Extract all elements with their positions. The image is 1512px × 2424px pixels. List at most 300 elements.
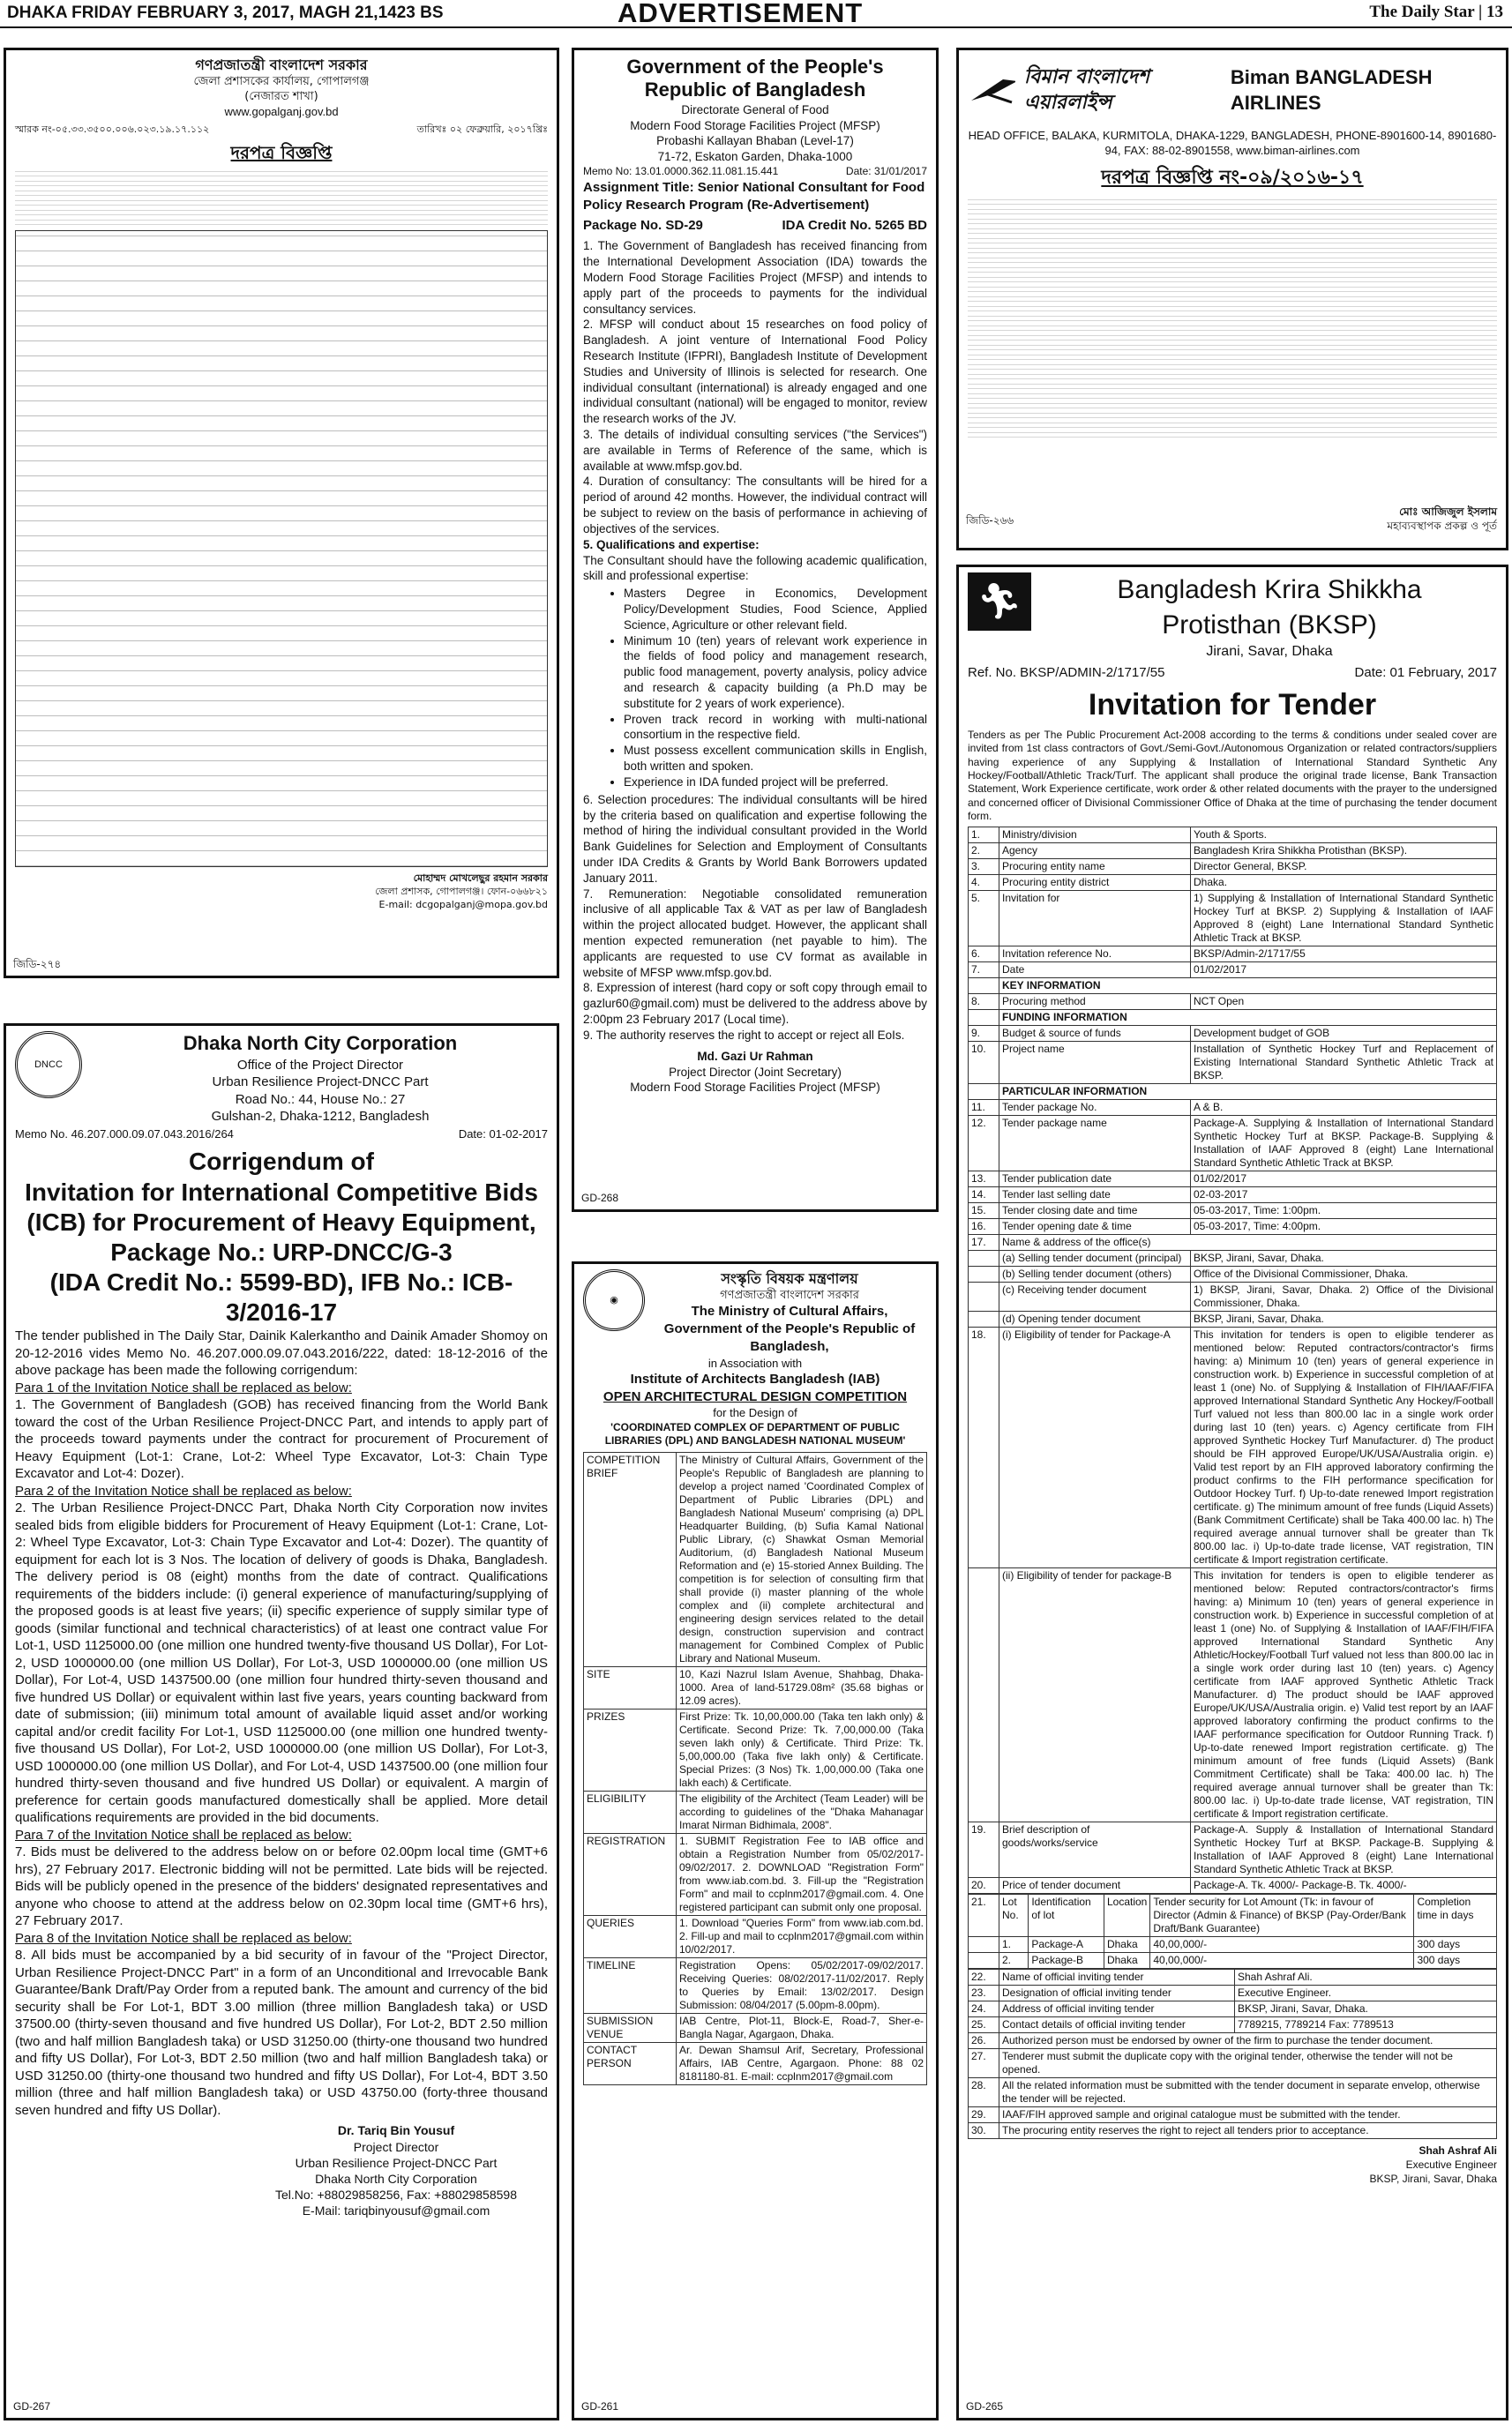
row-number: 10. [969, 1042, 999, 1084]
masthead [0, 0, 1512, 28]
iab-name: Institute of Architects Bangladesh (IAB) [630, 1371, 880, 1387]
row-label: Invitation for [999, 891, 1191, 946]
ad-code: GD-261 [581, 2400, 619, 2413]
table-row [584, 1453, 927, 1667]
table-row [969, 1084, 1497, 1100]
signatory-name: Dr. Tariq Bin Yousuf [337, 2123, 455, 2138]
row-label: (ii) Eligibility of tender for package-B [999, 1568, 1191, 1822]
table-row [969, 962, 1497, 978]
title-line-2: Invitation for International Competitive Bids (ICB) for Procurement of Heavy Equipment, Package No.: URP-DNCC/G-3 [25, 1178, 538, 1266]
para-4: 4. Duration of consultancy: The consultants will be hired for a period of around 42 months. However, the individual contract will be subject to review on the basis of performance in achieving of objectives of the services. [583, 475, 927, 535]
table-row [969, 1953, 1497, 1969]
table-row [584, 2043, 927, 2085]
memo-date: Date: 31/01/2017 [845, 165, 927, 178]
row-label: Agency [999, 843, 1191, 859]
row-label: PRIZES [584, 1710, 677, 1792]
para-2: 2. MFSP will conduct about 15 researches on food policy of Bangladesh. A joint venture of International Food Policy Research Institute (IFPRI), Bangladesh Institute of Development Studies and University of Illinois is selected for research. One individual consultant (international) is already engaged and one individual consultant (national) will be engaged to monitor, review the research works of the JV. [583, 318, 927, 426]
org-location: Jirani, Savar, Dhaka [1206, 644, 1333, 660]
ad-code: GD-268 [581, 1192, 619, 1205]
table-row [969, 1042, 1497, 1084]
row-number: 25. [969, 2017, 999, 2033]
ministry-bangla: সংস্কৃতি বিষয়ক মন্ত্রণালয় [721, 1270, 858, 1287]
row-value: 1. Download "Queries Form" from www.iab.com.bd. 2. Fill-up and mail to ccplnm2017@gmail.com within 10/02/2017. [677, 1916, 927, 1958]
row-number: 30. [969, 2123, 999, 2139]
official-table [968, 1969, 1497, 2139]
row-value: Bangladesh Krira Shikkha Protisthan (BKSP). [1191, 843, 1497, 859]
table-row [969, 946, 1497, 962]
row-value: Shah Ashraf Ali. [1235, 1970, 1497, 1986]
row-label: Tender publication date [999, 1171, 1191, 1187]
ad-office: জেলা প্রশাসকের কার্যালয়, গোপালগঞ্জ [193, 75, 370, 89]
row-label: (c) Receiving tender document [999, 1283, 1191, 1312]
ad-dncc [4, 1023, 559, 2420]
row-value: IAB Centre, Plot-11, Block-E, Road-7, Sher-e-Bangla Nagar, Agargaon, Dhaka. [677, 2014, 927, 2043]
table-row [969, 2017, 1497, 2033]
row-label: Contact details of official inviting tender [999, 2017, 1235, 2033]
para-2-head: Para 2 of the Invitation Notice shall be replaced as below: [15, 1483, 352, 1499]
table-row: 21. Lot No. Identification of lot Location Tender security for Lot Amount (Tk: in favour of Director (Admin & Finance) of BKSP (Pay-Order/Bank Draft/Bank Guarantee) Completion time in days [969, 1895, 1497, 1937]
row-value: Package-A. Tk. 4000/- Package-B. Tk. 4000/- [1191, 1878, 1497, 1894]
row-number: 27. [969, 2049, 999, 2078]
table-row [969, 1283, 1497, 1312]
memo-date: তারিখঃ ০২ ফেব্রুয়ারি, ২০১৭খ্রিঃ [416, 123, 548, 135]
row-number: 19. [969, 1822, 999, 1878]
row-label: FUNDING INFORMATION [999, 1010, 1497, 1026]
area: Gulshan-2, Dhaka-1212, Bangladesh [211, 1109, 430, 1125]
row-value: First Prize: Tk. 10,00,000.00 (Taka ten lakh only) & Certificate. Second Prize: Tk. 7,00,000.00 (Taka seven lakh only) & Certificate. Third Prize: Tk. 5,00,000.00 (Taka five lakh only) & Certificate. Special Prizes: (3 Nos) Tk. 1,00,000.00 (Taka one lakh each) & Certificate. [677, 1710, 927, 1792]
row-label: (i) Eligibility of tender for Package-A [999, 1328, 1191, 1568]
ida-credit: IDA Credit No. 5265 BD [782, 218, 927, 234]
row-number: 16. [969, 1219, 999, 1235]
package-number: Package No. SD-29 [583, 218, 703, 234]
list-item: • Must possess excellent communication skills in English, both written and spoken. [624, 743, 927, 774]
title-line-3: (IDA Credit No.: 5599-BD), IFB No.: ICB-3/2016-17 [49, 1268, 513, 1327]
signatory-title: Project Director [353, 2139, 439, 2154]
signatory-phone: Tel.No: +88029858256, Fax: +88029858598 [274, 2188, 517, 2203]
row-number [969, 1084, 999, 1100]
row-number: 28. [969, 2078, 999, 2107]
table-row [969, 1986, 1497, 2001]
table-row [969, 2107, 1497, 2123]
row-number [969, 1312, 999, 1328]
row-value: Youth & Sports. [1191, 827, 1497, 843]
row-label: Designation of official inviting tender [999, 1986, 1235, 2001]
org-name-line-1: Bangladesh Krira Shikkha [1117, 575, 1422, 604]
row-number: 4. [969, 875, 999, 891]
row-value: BKSP, Jirani, Savar, Dhaka. [1191, 1251, 1497, 1267]
row-label: Invitation reference No. [999, 946, 1191, 962]
row-value: The eligibility of the Architect (Team Leader) will be according to guidelines of the "Dhaka Mahanagar Imarat Nirman Bidhimala, 2008". [677, 1792, 927, 1834]
signatory-project: Urban Resilience Project-DNCC Part [295, 2155, 498, 2170]
bangla-table-placeholder [15, 230, 548, 867]
ad-code: জিডি-২৬৬ [966, 514, 1014, 527]
table-row [969, 1878, 1497, 1894]
row-number: 6. [969, 946, 999, 962]
table-row [969, 994, 1497, 1010]
lot-cell: Dhaka [1104, 1953, 1149, 1969]
lot-header-cell: Completion time in days [1414, 1895, 1497, 1937]
row-label: Price of tender document [999, 1878, 1191, 1894]
para-2: 2. The Urban Resilience Project-DNCC Part, Dhaka North City Corporation now invites sealed bids from eligible bidders for Procurement of Heavy Equipment (Lot-1: Crane, Lot-2: Wheel Type Excavator, Lot-3: Chain Type Excavator and Lot-4: Dozer). The quantity of equipment for each lot is 3 Nos. The location of delivery of goods is Dhaka, Bangladesh. The delivery period is 08 (eight) months from the date of contract. Qualifications requirements of the bidders include: (i) general experience of manufacturing/supplying of the proposed goods is at least five years; (ii) specific experience of supply similar type of goods (similar functional and technical characteristics) of at least one contract value For Lot-1, USD 1125000.00 (one million one hundred twenty-five thousand US Dollar), For Lot-2, USD 1000000.00 (one million US Dollar), For Lot-3, USD 1000000.00 (one million US Dollar), For Lot-4, USD 1437500.00 (one million four hundred thirty-seven thousand and five hundred US Dollar) or equivalent within last five years, years counting backward from date of submission; (iii) minimum total amount of available liquid asset and/or working capital and/or credit facility For Lot-1, USD 1125000.00 (one million one hundred twenty-five thousand US Dollar), For Lot-2, USD 1000000.00 (one million US Dollar), For Lot-3, USD 1000000.00 (one million US Dollar), and For Lot-4, USD 1437500.00 (one million four hundred thirty-seven thousand and five hundred US Dollar) or equivalent. A margin of preference for certain goods manufactured domestically shall be applied. More detail qualifications requirements are provided in the bid documents. [15, 1500, 548, 1826]
ad-code: জিডি-২৭৪ [13, 958, 62, 971]
row-number: 7. [969, 962, 999, 978]
design-for: for the Design of [713, 1406, 797, 1420]
stork-logo-icon [968, 74, 1015, 106]
ad-bksp [956, 565, 1508, 2420]
row-label: QUERIES [584, 1916, 677, 1958]
section-title: ADVERTISEMENT [618, 0, 864, 28]
para-6: 6. Selection procedures: The individual consultants will be hired by the criteria based on qualification and expertise following the method of hiring the individual consultant provided in the World Bank Guidelines for Selection and Employment of Consultants under IDA Credits & Grants by World Bank Borrowers updated January 2011. [583, 792, 927, 885]
row-number [969, 1010, 999, 1026]
row-value: Director General, BKSP. [1191, 859, 1497, 875]
para-5-head: 5. Qualifications and expertise: [583, 537, 760, 551]
table-row [969, 1010, 1497, 1026]
para-9: 9. The authority reserves the right to accept or reject all EoIs. [583, 1028, 905, 1042]
row-label: All the related information must be submitted with the tender document in separate envelop, otherwise the tender will be rejected. [999, 2078, 1497, 2107]
para-7: 7. Remuneration: Negotiable consolidated remuneration inclusive of all applicable Tax & VAT as per law of Bangladesh within the project allocated budget. However, the applicant shall mention expected remuneration (net payable to him). The applicants are requested to use CV format as available in website of MFSP www.mfsp.gov.bd. [583, 887, 927, 979]
row-value: The Ministry of Cultural Affairs, Government of the People's Republic of Bangladesh are planning to develop a project named 'Coordinated Complex of Department of Public Libraries (DPL) and Bangladesh National Museum' comprising (a) DPL Headquarter Building, (b) Sufia Kamal National Public Library, (c) Shawkat Osman Memorial Auditorium, (d) Bangladesh National Museum Reformation and (e) 15-storied Annex Building. The competition is for selection of consulting firm that shall provide (i) master planning of the whole complex and (ii) complete architectural and engineering design services related to the detail design, construction supervision and contract management for Combined Complex of Public Library and National Museum. [677, 1453, 927, 1667]
row-value: Office of the Divisional Commissioner, Dhaka. [1191, 1267, 1497, 1283]
row-value: NCT Open [1191, 994, 1497, 1010]
row-label: Tender opening date & time [999, 1219, 1191, 1235]
government-bangla: গণপ্রজাতন্ত্রী বাংলাদেশ সরকার [720, 1289, 859, 1303]
lot-cell: Package-B [1029, 1953, 1104, 1969]
lot-header-cell: Location [1104, 1895, 1149, 1937]
memo-number: Memo No: 13.01.0000.362.11.081.15.441 [583, 165, 779, 178]
title-line-1: Corrigendum of [189, 1148, 374, 1176]
row-number: 14. [969, 1187, 999, 1203]
row-number: 12. [969, 1116, 999, 1171]
address-line-2: 71-72, Eskaton Garden, Dhaka-1000 [657, 150, 853, 164]
row-number [969, 1267, 999, 1283]
row-label: (a) Selling tender document (principal) [999, 1251, 1191, 1267]
table-row [584, 1710, 927, 1792]
row-label: Procuring method [999, 994, 1191, 1010]
assignment-title: Assignment Title: Senior National Consultant for Food Policy Research Program (Re-Advertisement) [583, 179, 925, 213]
lot-cell: 2. [999, 1953, 1029, 1969]
lot-cell: Dhaka [1104, 1937, 1149, 1953]
table-row [969, 1312, 1497, 1328]
bangla-body-placeholder [968, 198, 1497, 438]
row-value: A & B. [1191, 1100, 1497, 1116]
para-1: 1. The Government of Bangladesh (GOB) has received financing from the World Bank toward the cost of the Urban Resilience Project-DNCC Part, and intends to apply part of the proceeds toward payments under the contract for procurement of Procurement of Heavy Equipment (Lot-1: Crane, Lot-2: Wheel Type Excavator, Lot-3: Chain Type Excavator and Lot-4: Dozer). [15, 1397, 548, 1482]
row-number: 15. [969, 1203, 999, 1219]
para-8: 8. Expression of interest (hard copy or soft copy through email to gazlur60@gmail.com) must be delivered to the address above by 2:00pm 23 February 2017 (Local time). [583, 981, 927, 1027]
signatory-name: মোহাম্মদ মোখলেছুর রহমান সরকার [413, 872, 548, 885]
reference-date: Date: 01 February, 2017 [1354, 665, 1497, 681]
table-row [584, 1834, 927, 1916]
reference-number: Ref. No. BKSP/ADMIN-2/1717/55 [968, 665, 1165, 681]
row-label: IAAF/FIH approved sample and original catalogue must be submitted with the tender. [999, 2107, 1497, 2123]
table-row [969, 1267, 1497, 1283]
project-name: Modern Food Storage Facilities Project (MFSP) [630, 118, 880, 132]
ad-culture [572, 1261, 939, 2420]
table-row [584, 1916, 927, 1958]
para-8-head: Para 8 of the Invitation Notice shall be replaced as below: [15, 1930, 352, 1946]
ad-title: দরপত্র বিজ্ঞপ্তি [230, 142, 333, 164]
row-label: Tender package name [999, 1116, 1191, 1171]
table-row [969, 1328, 1497, 1568]
row-value: Package-A. Supply & Installation of International Standard Synthetic Hockey Turf at BKSP. Package-B. Supplying & Installation of IAAF Approved 8 (eight) Lane International Standard Synthetic Athletic Track at BKSP. [1191, 1822, 1497, 1878]
design-name: 'COORDINATED COMPLEX OF DEPARTMENT OF PUBLIC LIBRARIES (DPL) AND BANGLADESH NATIONAL MUSEUM' [604, 1420, 906, 1448]
row-value: 10, Kazi Nazrul Islam Avenue, Shahbag, Dhaka-1000. Area of land-51729.08m² (35.68 bighas or 12.09 acres). [677, 1667, 927, 1710]
table-row [969, 1026, 1497, 1042]
association-note: in Association with [707, 1356, 803, 1370]
row-label: ELIGIBILITY [584, 1792, 677, 1834]
table-row [969, 1203, 1497, 1219]
signatory-name: Md. Gazi Ur Rahman [697, 1049, 813, 1063]
lot-cell: 300 days [1414, 1953, 1497, 1969]
row-number: 3. [969, 859, 999, 875]
row-value: BKSP/Admin-2/1717/55 [1191, 946, 1497, 962]
table-row [969, 978, 1497, 994]
row-label: Name of official inviting tender [999, 1970, 1235, 1986]
row-value: 05-03-2017, Time: 4:00pm. [1191, 1219, 1497, 1235]
memo-number: স্মারক নং-০৫.৩৩.৩৫০০.০০৬.০২৩.১৯.১৭.১১২ [15, 123, 210, 135]
ad-title: দরপত্র বিজ্ঞপ্তি নং-০৯/২০১৬-১৭ [1101, 167, 1364, 190]
row-value: 7789215, 7789214 Fax: 7789513 [1235, 2017, 1497, 2033]
signatory-office: জেলা প্রশাসক, গোপালগঞ্জ। ফোন-০৬৬৮২১ [375, 886, 548, 897]
row-value: Executive Engineer. [1235, 1986, 1497, 2001]
table-row [969, 1937, 1497, 1953]
row-label: Tender closing date and time [999, 1203, 1191, 1219]
row-label: Tender package No. [999, 1100, 1191, 1116]
row-number [969, 1283, 999, 1312]
row-label: The procuring entity reserves the right to reject all tenders prior to acceptance. [999, 2123, 1497, 2139]
head-office-address: HEAD OFFICE, BALAKA, KURMITOLA, DHAKA-1229, BANGLADESH, PHONE-8901600-14, 8901680-94, FAX: 88-02-8901558, www.biman-airlines.com [968, 129, 1497, 158]
row-number: 11. [969, 1100, 999, 1116]
row-label: CONTACT PERSON [584, 2043, 677, 2085]
row-value: This invitation for tenders is open to eligible tenderer as mentioned below: Reputed contractors/contractor's firms having: a) Minimum 10 (ten) years of general experience in construction work. b) Experience in successful completion of at least 1 (one) No. of Supplying & Installation of IAAF/FIH/FIFA approved International Standard Synthetic Any Athletic/Hockey/Football Turf valued not less than 800.00 lac in a single work order during last 10 (ten) years. c) Agency certificate from IAAF approved Synthetic Athletic Track Manufacturer. d) The product should be IAAF approved Europe/UK/USA/Australia origin. e) Valid test report by an IAAF approved laboratory confirming the product confirms to the IAAF performance specification for Outdoor Running Track. f) Up-to-date renewed Import registration certificate. g) The minimum amount of free funds (Liquid Assets) (Bank Commitment Certificate) shall be Taka: 400.00 lac. h) The required average annual turnover shall be greater than Tk: 800.00 lac. i) Up-to-date trade license, VAT registration, TIN certificate & Import registration certificate. [1191, 1568, 1497, 1822]
row-label: Tender last selling date [999, 1187, 1191, 1203]
road: Road No.: 44, House No.: 27 [235, 1091, 406, 1107]
row-number: 5. [969, 891, 999, 946]
row-number: 29. [969, 2107, 999, 2123]
table-row [969, 1970, 1497, 1986]
org-name-line-2: Protisthan (BKSP) [1162, 610, 1377, 640]
ministry-name: The Ministry of Cultural Affairs, Government of the People's Republic of Bangladesh, [663, 1304, 916, 1354]
tender-intro: Tenders as per The Public Procurement Act-2008 according to the terms & conditions under sealed cover are invited from 1st class contractors of Govt./Semi-Govt./Autonomous Organization or related contractors/suppliers having experience of any Supplying & Installation of International Standard Synthetic Any Hockey/Football/Athletic Track/Turf. The applicant shall produce the original trade license, Bank Transaction Statement, Work Experience certificate, work order & other related documents with the prayer to the undersigned and concerned officer of Divisional Commissioner Office of Dhaka at the time of purchasing the tender document form. [968, 728, 1497, 823]
signatory-title: Project Director (Joint Secretary) [669, 1065, 842, 1079]
row-number [969, 1251, 999, 1267]
org-name: Dhaka North City Corporation [183, 1032, 458, 1054]
row-value: 05-03-2017, Time: 1:00pm. [1191, 1203, 1497, 1219]
row-label: Address of official inviting tender [999, 2001, 1235, 2017]
row-number [969, 1568, 999, 1822]
table-row [969, 875, 1497, 891]
signatory-email: E-mail: dcgopalganj@mopa.gov.bd [378, 898, 548, 910]
signatory-title: Executive Engineer [1405, 2158, 1497, 2172]
table-row [969, 1219, 1497, 1235]
row-label: Brief description of goods/works/service [999, 1822, 1191, 1878]
ad-title: Invitation for Tender [1088, 688, 1377, 722]
logo-english: Biman BANGLADESH AIRLINES [1230, 66, 1433, 115]
ad-gov-heading: Government of the People's Republic of Bangladesh [626, 56, 884, 101]
row-label: Tenderer must submit the duplicate copy with the original tender, otherwise the tender will not be opened. [999, 2049, 1497, 2078]
row-value: 01/02/2017 [1191, 1171, 1497, 1187]
table-row [969, 891, 1497, 946]
row-number: 18. [969, 1328, 999, 1568]
row-label: SUBMISSION VENUE [584, 2014, 677, 2043]
ad-heading: গণপ্রজাতন্ত্রী বাংলাদেশ সরকার [195, 56, 368, 73]
row-value: Registration Opens: 05/02/2017-09/02/2017. Receiving Queries: 08/02/2017-11/02/2017. Reply to Queries by Email: 13/02/2017. Design Submission: 08/04/2017 (5.00pm-8.00pm). [677, 1958, 927, 2014]
runner-logo-icon: 🏃︎ [968, 572, 1031, 631]
table-row [969, 2123, 1497, 2139]
signatory-project: Modern Food Storage Facilities Project (MFSP) [630, 1081, 880, 1095]
table-row [969, 843, 1497, 859]
para-3: 3. The details of individual consulting services ("the Services") are available in Terms of Reference of the same, which is available at www.mfsp.gov.bd. [583, 428, 927, 473]
table-row [969, 2033, 1497, 2049]
ad-code: GD-265 [966, 2400, 1004, 2413]
lot-header-cell: Identification of lot [1029, 1895, 1104, 1937]
dncc-seal-icon: DNCC [15, 1031, 82, 1098]
table-row [584, 1792, 927, 1834]
bangla-body-placeholder [15, 169, 548, 225]
table-row [584, 2014, 927, 2043]
list-item: • Minimum 10 (ten) years of relevant work experience in the fields of food policy and management research, public food management, poverty analysis, policy advice and research & capacity building (a Ph.D may be substitute for 2 years of work experience). [624, 633, 927, 712]
row-value: 1. SUBMIT Registration Fee to IAB office and obtain a Registration Number from 05/02/2017-09/02/2017. 2. DOWNLOAD "Registration Form" from www.iab.com.bd. 3. Fill-up the "Registration Form" and mail to ccplnm2017@gmail.com. 4. One registered participant can submit only one proposal. [677, 1834, 927, 1916]
intro: The tender published in The Daily Star, Dainik Kalerkantho and Dainik Amader Shomoy on 20-12-2016 vides Memo No. 46.207.000.09.07.043.2016/222, dated: 18-12-2016 of the above package has been made the following corrigendum: [15, 1328, 548, 1379]
masthead-brand: The Daily Star | 13 [1369, 3, 1503, 21]
row-value: BKSP, Jirani, Savar, Dhaka. [1235, 2001, 1497, 2017]
row-number: 9. [969, 1026, 999, 1042]
signatory-title: মহাব্যবস্থাপক প্রকল্প ও পূর্ত [1387, 520, 1497, 533]
lot-cell: 40,00,000/- [1150, 1953, 1414, 1969]
memo-number: Memo No. 46.207.000.09.07.043.2016/264 [15, 1126, 234, 1141]
para-7: 7. Bids must be delivered to the address below on or before 02.00pm local time (GMT+6 hrs), 27 February 2017. Electronic bidding will not be permitted. Late bids will be rejected. Bids will be publicly opened in the presence of the bidders' designated representatives and anyone who choose to attend at the address below on 02.30pm local time (GMT+6 hrs), 27 February 2017. [15, 1844, 548, 1929]
list-item: • Experience in IDA funded project will be preferred. [624, 774, 927, 790]
row-number: 22. [969, 1970, 999, 1986]
row-label: Date [999, 962, 1191, 978]
row-number: 17. [969, 1235, 999, 1251]
government-seal-icon: ◉ [583, 1269, 645, 1331]
lot-header-cell: Lot No. [999, 1895, 1029, 1937]
row-label: Procuring entity name [999, 859, 1191, 875]
row-value: 02-03-2017 [1191, 1187, 1497, 1203]
ad-website-link[interactable]: www.gopalganj.gov.bd [224, 105, 339, 119]
signatory-name: মোঃ আজিজুল ইসলাম [1399, 505, 1497, 519]
row-label: Name & address of the office(s) [999, 1235, 1497, 1251]
row-value: 01/02/2017 [1191, 962, 1497, 978]
row-label: COMPETITION BRIEF [584, 1453, 677, 1667]
row-label: Procuring entity district [999, 875, 1191, 891]
table-row [969, 1100, 1497, 1116]
row-value: Development budget of GOB [1191, 1026, 1497, 1042]
para-8: 8. All bids must be accompanied by a bid security of in favour of the "Project Director, Urban Resilience Project-DNCC Part" in a form of an Unconditional and Irrevocable Bank Guarantee/Bank Draft/Pay Order from a reputed bank. The amount and currency of the bid security shall be For Lot-1, BDT 3.00 million (three million Bangladesh taka) or USD 37500.00 (thirty-seven thousand and five hundred US Dollar), For Lot-2, BDT 2.50 million (two and half million Bangladesh taka) or USD 31250.00 (thirty-one thousand two hundred and fifty US Dollar), For Lot-3, BDT 2.50 million (two and half million Bangladesh taka) or USD 31250.00 (thirty-one thousand two hundred and fifty US Dollar), For Lot-4, BDT 3.50 million (three and half million Bangladesh taka) or USD 43750.00 (forty-three thousand seven hundred and fifty US Dollar). [15, 1948, 548, 2118]
row-label: Budget & source of funds [999, 1026, 1191, 1042]
table-row [969, 1116, 1497, 1171]
row-number: 20. [969, 1878, 999, 1894]
ad-section: (নেজারত শাখা) [244, 90, 318, 104]
ad-code: GD-267 [13, 2400, 51, 2413]
row-label: (b) Selling tender document (others) [999, 1267, 1191, 1283]
table-row [969, 1235, 1497, 1251]
row-number: 24. [969, 2001, 999, 2017]
memo-date: Date: 01-02-2017 [458, 1126, 548, 1141]
row-value: Package-A. Supplying & Installation of International Standard Synthetic Hockey Turf at BKSP. Package-B. Supplying & Installation of IAAF Approved 8 (eight) Lane International Standard Synthetic Athletic Track at BKSP. [1191, 1116, 1497, 1171]
table-row [969, 859, 1497, 875]
project: Urban Resilience Project-DNCC Part [212, 1074, 429, 1090]
office: Office of the Project Director [236, 1057, 404, 1073]
row-label: REGISTRATION [584, 1834, 677, 1916]
lot-header-cell: Tender security for Lot Amount (Tk: in favour of Director (Admin & Finance) of BKSP (Pay-Order/Bank Draft/Bank Guarantee) [1150, 1895, 1414, 1937]
lot-cell: 1. [999, 1937, 1029, 1953]
qualification-list [583, 586, 927, 790]
para-7-head: Para 7 of the Invitation Notice shall be replaced as below: [15, 1827, 352, 1843]
row-label: TIMELINE [584, 1958, 677, 2014]
row-label: Authorized person must be endorsed by owner of the firm to purchase the tender document. [999, 2033, 1497, 2049]
table-row [969, 2078, 1497, 2107]
row-number: 8. [969, 994, 999, 1010]
row-value: 1) Supplying & Installation of International Standard Synthetic Hockey Turf at BKSP. 2) Supplying & Installation of IAAF Approved 8 (eight) Lane International Standard Synthetic Athletic Track at BKSP. [1191, 891, 1497, 946]
directorate: Directorate General of Food [681, 102, 829, 116]
row-number [969, 978, 999, 994]
row-label: KEY INFORMATION [999, 978, 1497, 994]
row-value: BKSP, Jirani, Savar, Dhaka. [1191, 1312, 1497, 1328]
ad-biman [956, 48, 1508, 550]
address-line-1: Probashi Kallayan Bhaban (Level-17) [656, 134, 854, 148]
ad-gopalganj [4, 48, 559, 978]
signatory-name: Shah Ashraf Ali [1418, 2144, 1497, 2158]
competition-table [583, 1452, 927, 2085]
table-row [584, 1667, 927, 1710]
table-row [969, 1187, 1497, 1203]
table-row [969, 1568, 1497, 1822]
row-value: Dhaka. [1191, 875, 1497, 891]
row-number: 13. [969, 1171, 999, 1187]
lot-cell: Package-A [1029, 1937, 1104, 1953]
table-row [969, 2001, 1497, 2017]
biman-logo [968, 64, 1497, 116]
table-row [969, 1251, 1497, 1267]
dateline: DHAKA FRIDAY FEBRUARY 3, 2017, MAGH 21,1423 BS [7, 4, 444, 22]
para-5-body: The Consultant should have the following academic qualification, skill and professional expertise: [583, 553, 927, 583]
logo-bangla: বিমান বাংলাদেশ এয়ারলাইন্স [1023, 66, 1150, 115]
row-value: Ar. Dewan Shamsul Arif, Secretary, Professional Affairs, IAB Centre, Agargaon. Phone: 88 02 8181180-81. E-mail: ccplnm2017@gmail.com [677, 2043, 927, 2085]
lot-cell: 40,00,000/- [1150, 1937, 1414, 1953]
row-label: SITE [584, 1667, 677, 1710]
list-item: • Proven track record in working with multi-national consortium in the respective field. [624, 712, 927, 744]
competition-title: OPEN ARCHITECTURAL DESIGN COMPETITION [603, 1388, 908, 1404]
row-number: 2. [969, 843, 999, 859]
signatory-org: Dhaka North City Corporation [315, 2171, 477, 2186]
para-1: 1. The Government of Bangladesh has received financing from the International Development Association (IDA) towards the Modern Food Storage Facilities Project (MFSP) and intends to apply part of the proceeds to payments for the individual consultancy services. [583, 239, 927, 316]
list-item: • Masters Degree in Economics, Development Policy/Development Studies, Food Science, Applied Science, Agriculture or other relevant field. [624, 586, 927, 632]
row-label: Project name [999, 1042, 1191, 1084]
row-label: PARTICULAR INFORMATION [999, 1084, 1497, 1100]
lot-cell: 300 days [1414, 1937, 1497, 1953]
row-number: 23. [969, 1986, 999, 2001]
ad-mfsp [572, 48, 939, 1212]
table-row [969, 1822, 1497, 1878]
tender-table [968, 827, 1497, 1894]
table-row [969, 2049, 1497, 2078]
row-label: (d) Opening tender document [999, 1312, 1191, 1328]
row-label: Ministry/division [999, 827, 1191, 843]
signatory-email: E-Mail: tariqbinyousuf@gmail.com [302, 2203, 490, 2218]
row-value: This invitation for tenders is open to eligible tenderer as mentioned below: Reputed contractors/contractor's firms having: a) Minimum 10 (ten) years of general experience in construction work. b) Experience in successful completion of at least 1 (one) No. of Supplying & Installation of FIH/IAAF/FIFA approved International Standard Synthetic Any Hockey/Football Turf valued not less than 800.00 lac in a single work order during last 10 (ten) years. c) Agency certificate from FIH approved Synthetic Hockey Turf Manufacturer. d) The product should be FIH approved Europe/UK/USA/Australia origin. e) Valid test report by an FIH approved laboratory confirming the product confirms to the FIH performance specification for Outdoor Hockey Turf. f) Up-to-date renewed Import registration certificate. g) The minimum amount of free funds (Liquid Assets) (Bank Commitment Certificate) shall be Taka 400.00 lac. h) The required average annual turnover shall be greater than Tk 800.00 lac. i) Up-to-date trade license, VAT registration, TIN certificate & Import registration certificate. [1191, 1328, 1497, 1568]
row-number: 1. [969, 827, 999, 843]
row-value: 1) BKSP, Jirani, Savar, Dhaka. 2) Office of the Divisional Commissioner, Dhaka. [1191, 1283, 1497, 1312]
para-1-head: Para 1 of the Invitation Notice shall be replaced as below: [15, 1380, 352, 1395]
table-row [969, 827, 1497, 843]
row-value: Installation of Synthetic Hockey Turf and Replacement of Existing International Standard Synthetic Athletic Track at BKSP. [1191, 1042, 1497, 1084]
signatory-address: BKSP, Jirani, Savar, Dhaka [1369, 2173, 1497, 2186]
lot-table [968, 1894, 1497, 1969]
row-number: 26. [969, 2033, 999, 2049]
table-row [584, 1958, 927, 2014]
table-row [969, 1171, 1497, 1187]
